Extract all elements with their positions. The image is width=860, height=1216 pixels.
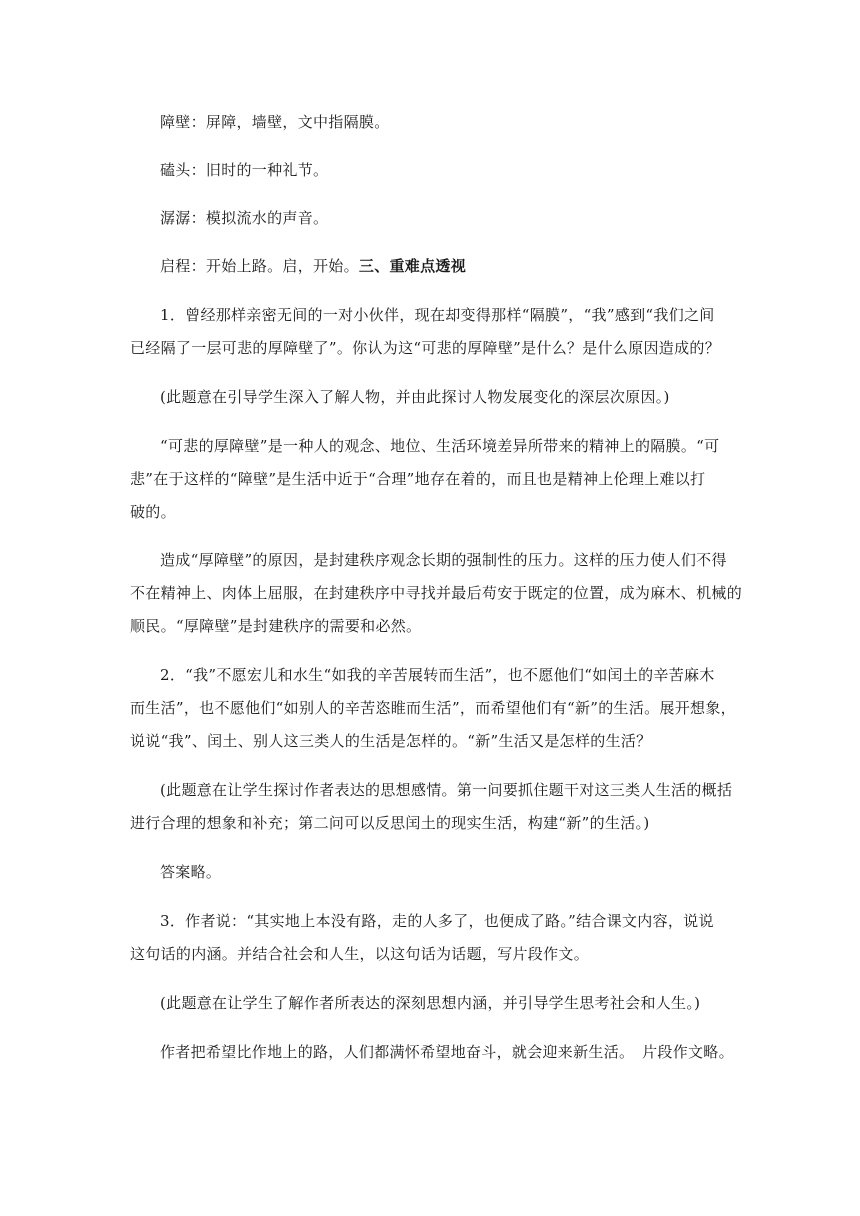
q2-line-3: 说说“我”、闰土、别人这三类人的生活是怎样的。“新”生活又是怎样的生活？ [130,732,652,750]
q2-hint-line-1: (此题意在让学生探讨作者表达的思想感情。第一问要抓住题干对这三类人生活的概括 [160,781,733,799]
q1-answer-2-line-1: 造成“厚障壁”的原因，是封建秩序观念长期的强制性的压力。这样的压力使人们不得 [160,551,727,569]
vocab-zhangbi: 障壁：屏障，墙壁，文中指隔膜。 [160,113,390,131]
q3-line-1: 3．作者说：“其实地上本没有路，走的人多了，也便成了路。”结合课文内容，说说 [160,912,714,930]
q2-hint-line-2: 进行合理的想象和补充；第二问可以反思闰土的现实生活，构建“新”的生活。) [130,814,650,832]
q1-answer-2-line-2: 不在精神上、肉体上屈服，在封建秩序中寻找并最后苟安于既定的位置，成为麻木、机械的 [130,584,743,602]
q1-answer-1-line-1: “可悲的厚障壁”是一种人的观念、地位、生活环境差异所带来的精神上的隔膜。“可 [160,437,720,455]
vocab-qicheng-line [160,256,466,276]
vocab-qicheng: 启程：开始上路。启，开始。 [160,257,359,275]
vocab-chanchan: 潺潺：模拟流水的声音。 [160,209,329,227]
q3-line-2: 这句话的内涵。并结合社会和人生，以这句话为话题，写片段作文。 [130,945,590,963]
q2-line-1: 2．“我”不愿宏儿和水生“如我的辛苦展转而生活”，也不愿他们“如闰土的辛苦麻木 [160,666,715,684]
q1-answer-1-line-3: 破的。 [130,503,176,521]
q2-line-2: 而生活”，也不愿他们“如别人的辛苦恣睢而生活”，而希望他们有“新”的生活。展开想象， [130,699,736,717]
q2-answer: 答案略。 [160,863,222,881]
q1-answer-1-line-2: 悲”在于这样的“障壁”是生活中近于“合理”地存在着的，而且也是精神上伦理上难以打 [130,470,706,488]
section-heading: 三、重难点透视 [358,257,467,275]
q1-hint: (此题意在引导学生深入了解人物，并由此探讨人物发展变化的深层次原因。) [160,388,670,406]
q3-hint: (此题意在让学生了解作者所表达的深刻思想内涵，并引导学生思考社会和人生。) [160,994,701,1012]
q1-line-2: 已经隔了一层可悲的厚障壁了”。你认为这“可悲的厚障壁”是什么？是什么原因造成的？ [130,339,721,357]
q3-answer: 作者把希望比作地上的路，人们都满怀希望地奋斗，就会迎来新生活。 片段作文略。 [160,1043,734,1061]
q1-answer-2-line-3: 顺民。“厚障壁”是封建秩序的需要和必然。 [130,617,422,635]
vocab-ketou: 磕头：旧时的一种礼节。 [160,161,329,179]
q1-line-1: 1．曾经那样亲密无间的一对小伙伴，现在却变得那样“隔膜”，“我”感到“我们之间 [160,306,715,324]
